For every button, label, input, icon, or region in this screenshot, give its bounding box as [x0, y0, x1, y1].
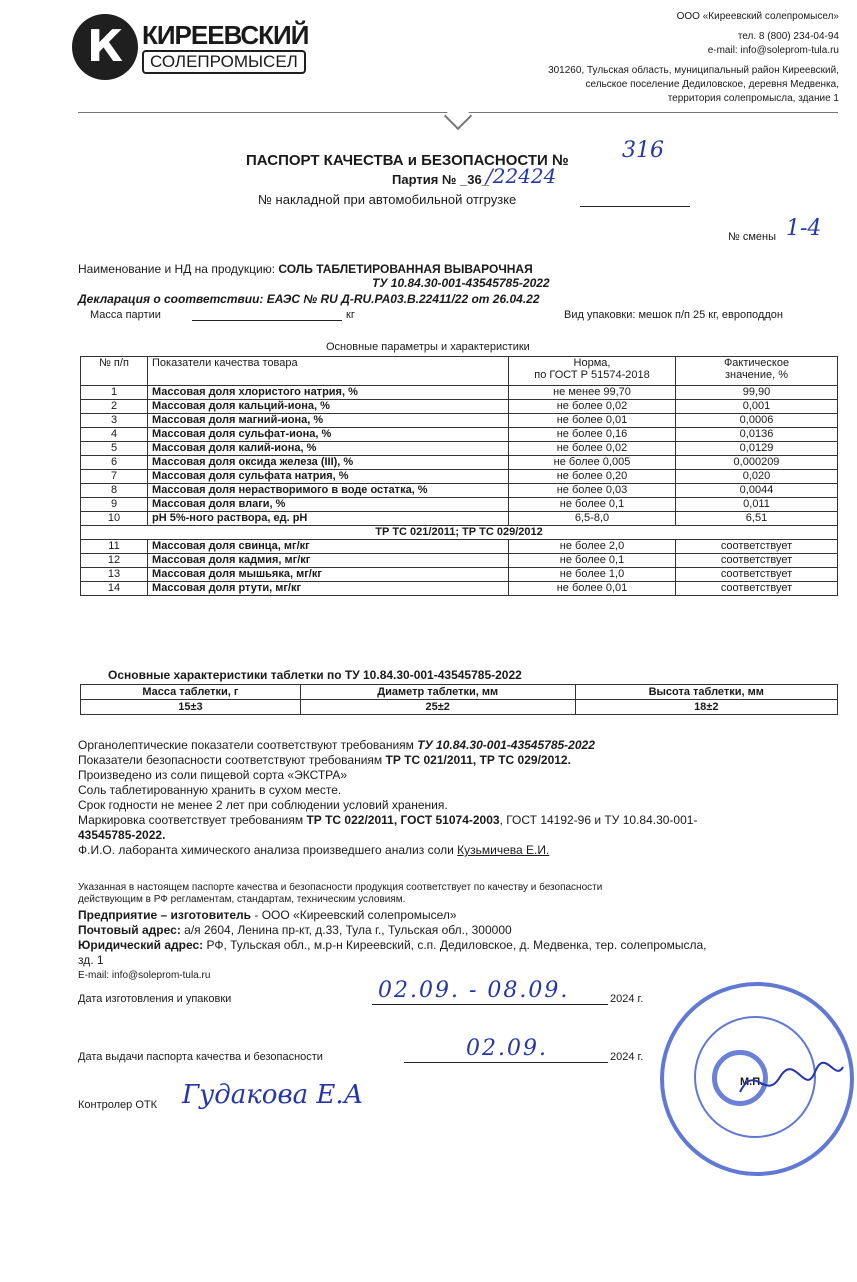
chevron-down-icon [444, 102, 472, 130]
row-indicator: Массовая доля кадмия, мг/кг [148, 554, 509, 568]
row-indicator: Массовая доля мышьяка, мг/кг [148, 568, 509, 582]
row-norm: не более 0,20 [509, 470, 676, 484]
manufacture-date-value: 02.09. - 08.09. [378, 978, 570, 1003]
note-shelf-life: Срок годности не менее 2 лет при соблюдении условий хранения. [78, 798, 448, 812]
row-indicator: Массовая доля свинца, мг/кг [148, 540, 509, 554]
product-name-value: СОЛЬ ТАБЛЕТИРОВАННАЯ ВЫВАРОЧНАЯ [278, 262, 533, 276]
row-norm: не более 0,02 [509, 442, 676, 456]
row-norm: не более 0,16 [509, 428, 676, 442]
row-actual: 0,0006 [676, 414, 838, 428]
tablet-diameter-value: 25±2 [300, 700, 575, 715]
row-actual: 0,0129 [676, 442, 838, 456]
product-declaration: Декларация о соответствии: ЕАЭС № RU Д-RU.PA03.B.22411/22 от 26.04.22 [78, 292, 540, 306]
tablet-diameter-header: Диаметр таблетки, мм [300, 685, 575, 700]
table-row [81, 470, 838, 484]
row-number: 1 [81, 386, 148, 400]
manufacture-year: 2024 г. [610, 993, 644, 1005]
table-row [81, 582, 838, 596]
passport-number: 316 [622, 138, 664, 163]
row-actual: 0,001 [676, 400, 838, 414]
regulation-subheader: ТР ТС 021/2011; ТР ТС 029/2012 [81, 526, 838, 540]
product-name-row [78, 262, 533, 276]
issue-year: 2024 г. [610, 1051, 644, 1063]
shift-number: 1-4 [786, 216, 822, 241]
row-number: 2 [81, 400, 148, 414]
row-indicator: pH 5%-ного раствора, ед. pH [148, 512, 509, 526]
note-organoleptic [78, 738, 848, 753]
row-actual: соответствует [676, 568, 838, 582]
batch-label: Партия № _36_ [392, 172, 489, 187]
row-norm: не более 2,0 [509, 540, 676, 554]
row-norm: 6,5-8,0 [509, 512, 676, 526]
otk-signature: Гудакова Е.А [182, 1080, 364, 1110]
issue-date-line [404, 1062, 608, 1063]
row-number: 6 [81, 456, 148, 470]
note-analyst-text: Ф.И.О. лаборанта химического анализа произведшего анализ соли [78, 843, 454, 857]
row-norm: не более 1,0 [509, 568, 676, 582]
row-number: 8 [81, 484, 148, 498]
header-norm: Норма, по ГОСТ Р 51574-2018 [509, 357, 676, 386]
row-number: 7 [81, 470, 148, 484]
row-indicator: Массовая доля влаги, % [148, 498, 509, 512]
row-actual: 99,90 [676, 386, 838, 400]
row-number: 10 [81, 512, 148, 526]
row-number: 9 [81, 498, 148, 512]
params-caption: Основные параметры и характеристики [326, 341, 530, 353]
row-number: 5 [81, 442, 148, 456]
table-row [81, 400, 838, 414]
table-row [81, 414, 838, 428]
row-indicator: Массовая доля магний-иона, % [148, 414, 509, 428]
row-number: 12 [81, 554, 148, 568]
company-address-2: сельское поселение Дедиловское, деревня Медвенка, [585, 79, 839, 90]
table-row [81, 386, 838, 400]
row-actual: 0,0044 [676, 484, 838, 498]
table-row [81, 498, 838, 512]
row-number: 4 [81, 428, 148, 442]
tablet-height-header: Высота таблетки, мм [575, 685, 837, 700]
manufacture-date-label: Дата изготовления и упаковки [78, 993, 232, 1005]
row-actual: соответствует [676, 582, 838, 596]
row-indicator: Массовая доля калий-иона, % [148, 442, 509, 456]
batch-mass-unit: кг [346, 309, 355, 321]
batch-number: /22424 [486, 164, 557, 188]
row-actual: 6,51 [676, 512, 838, 526]
legal-value-cont: зд. 1 [78, 953, 104, 967]
note-safety-text: Показатели безопасности соответствуют требованиям [78, 753, 383, 767]
waybill-label: № накладной при автомобильной отгрузке [258, 192, 517, 207]
waybill-line [580, 206, 690, 207]
batch-mass-label: Масса партии [90, 309, 161, 321]
stamp-mp-label: М.П. [740, 1076, 764, 1088]
footer-compliance [78, 882, 602, 906]
company-name: ООО «Киреевский солепромысел» [676, 11, 839, 22]
note-analyst-name: Кузьмичева Е.И. [457, 843, 550, 857]
row-norm: не более 0,1 [509, 498, 676, 512]
tablet-mass-value: 15±3 [81, 700, 301, 715]
table-row [81, 568, 838, 582]
row-norm: не более 0,03 [509, 484, 676, 498]
package-type: Вид упаковки: мешок п/п 25 кг, европоддон [564, 309, 783, 321]
footer-email: E-mail: info@soleprom-tula.ru [78, 970, 211, 981]
row-indicator: Массовая доля ртути, мг/кг [148, 582, 509, 596]
params-table [80, 356, 838, 596]
logo-top-text: КИРЕЕВСКИЙ [142, 20, 309, 50]
tablet-caption: Основные характеристики таблетки по ТУ 10.84.30-001-43545785-2022 [108, 668, 522, 682]
row-indicator: Массовая доля оксида железа (III), % [148, 456, 509, 470]
row-indicator: Массовая доля кальций-иона, % [148, 400, 509, 414]
row-number: 13 [81, 568, 148, 582]
postal-value: а/я 2604, Ленина пр-кт, д.33, Тула г., Тульская обл., 300000 [184, 923, 512, 937]
manufacturer-label: Предприятие – изготовитель [78, 908, 252, 922]
row-norm: не более 0,01 [509, 414, 676, 428]
row-actual: 0,0136 [676, 428, 838, 442]
row-indicator: Массовая доля сульфат-иона, % [148, 428, 509, 442]
table-row [81, 540, 838, 554]
batch-mass-line [192, 320, 342, 321]
postal-row [78, 923, 848, 938]
tablet-mass-header: Масса таблетки, г [81, 685, 301, 700]
tablet-table [80, 684, 838, 715]
row-indicator: Массовая доля хлористого натрия, % [148, 386, 509, 400]
table-row [81, 484, 838, 498]
row-norm: не более 0,01 [509, 582, 676, 596]
footer-compliance-line1: Указанная в настоящем паспорте качества и безопасности продукция соответствует по качеству и безопасности [78, 882, 603, 893]
legal-row [78, 938, 848, 953]
company-address-1: 301260, Тульская область, муниципальный район Киреевский, [548, 65, 839, 76]
logo-letter: К [87, 21, 123, 72]
row-actual: 0,011 [676, 498, 838, 512]
note-organoleptic-text: Органолептические показатели соответствуют требованиям [78, 738, 414, 752]
postal-label: Почтовый адрес: [78, 923, 181, 937]
passport-title: ПАСПОРТ КАЧЕСТВА и БЕЗОПАСНОСТИ № [246, 152, 569, 169]
header-indicator: Показатели качества товара [148, 357, 509, 386]
company-phone: тел. 8 (800) 234-04-94 [737, 31, 839, 42]
note-marking-cont: 43545785-2022. [78, 828, 166, 842]
notes-block [78, 738, 848, 858]
header-actual: Фактическое значение, % [676, 357, 838, 386]
company-address-3: территория солепромысла, здание 1 [667, 93, 839, 104]
note-marking-text: Маркировка соответствует требованиям [78, 813, 304, 827]
director-signature-icon [735, 1052, 845, 1112]
row-indicator: Массовая доля нерастворимого в воде остатка, % [148, 484, 509, 498]
table-row [81, 456, 838, 470]
note-storage: Соль таблетированную хранить в сухом месте. [78, 783, 342, 797]
issue-date-label: Дата выдачи паспорта качества и безопасности [78, 1051, 323, 1063]
table-row [81, 512, 838, 526]
table-row [81, 442, 838, 456]
row-norm: не более 0,02 [509, 400, 676, 414]
manufacturer-row [78, 908, 848, 923]
note-marking-ref2: , ГОСТ 14192-96 [499, 813, 592, 827]
otk-label: Контролер ОТК [78, 1099, 158, 1111]
note-organoleptic-ref: ТУ 10.84.30-001-43545785-2022 [417, 738, 595, 752]
note-safety-ref: ТР ТС 021/2011, ТР ТС 029/2012. [385, 753, 571, 767]
footer-contacts [78, 908, 848, 983]
manufacture-date-line [372, 1004, 608, 1005]
note-analyst [78, 843, 848, 858]
issue-date-value: 02.09. [466, 1036, 548, 1061]
row-actual: 0,020 [676, 470, 838, 484]
note-marking-ref3: и ТУ 10.84.30-001- [594, 813, 698, 827]
row-indicator: Массовая доля сульфата натрия, % [148, 470, 509, 484]
footer-compliance-line2: действующим в РФ регламентам, стандартам, техническим условиям. [78, 894, 406, 905]
note-source: Произведено из соли пищевой сорта «ЭКСТРА» [78, 768, 348, 782]
note-marking [78, 813, 848, 828]
table-row [81, 357, 838, 386]
legal-value: РФ, Тульская обл., м.р-н Киреевский, с.п. Дедиловское, д. Медвенка, тер. солепромысла, [206, 938, 707, 952]
row-norm: не менее 99,70 [509, 386, 676, 400]
row-actual: соответствует [676, 554, 838, 568]
table-row [81, 428, 838, 442]
table-row [81, 526, 838, 540]
manufacturer-value: - ООО «Киреевский солепромысел» [254, 908, 457, 922]
row-number: 3 [81, 414, 148, 428]
product-tu: ТУ 10.84.30-001-43545785-2022 [372, 276, 550, 290]
shift-label: № смены [728, 231, 777, 243]
header-number: № п/п [81, 357, 148, 386]
row-norm: не более 0,1 [509, 554, 676, 568]
note-safety [78, 753, 848, 768]
row-number: 11 [81, 540, 148, 554]
product-name-label: Наименование и НД на продукцию: [78, 262, 276, 276]
row-number: 14 [81, 582, 148, 596]
legal-label: Юридический адрес: [78, 938, 204, 952]
table-row [81, 554, 838, 568]
note-marking-ref1: ТР ТС 022/2011, ГОСТ 51074-2003 [306, 813, 500, 827]
logo-bottom-text: СОЛЕПРОМЫСЕЛ [142, 50, 306, 74]
company-email: e-mail: info@soleprom-tula.ru [707, 45, 839, 56]
tablet-height-value: 18±2 [575, 700, 837, 715]
row-actual: соответствует [676, 540, 838, 554]
row-norm: не более 0,005 [509, 456, 676, 470]
row-actual: 0,000209 [676, 456, 838, 470]
